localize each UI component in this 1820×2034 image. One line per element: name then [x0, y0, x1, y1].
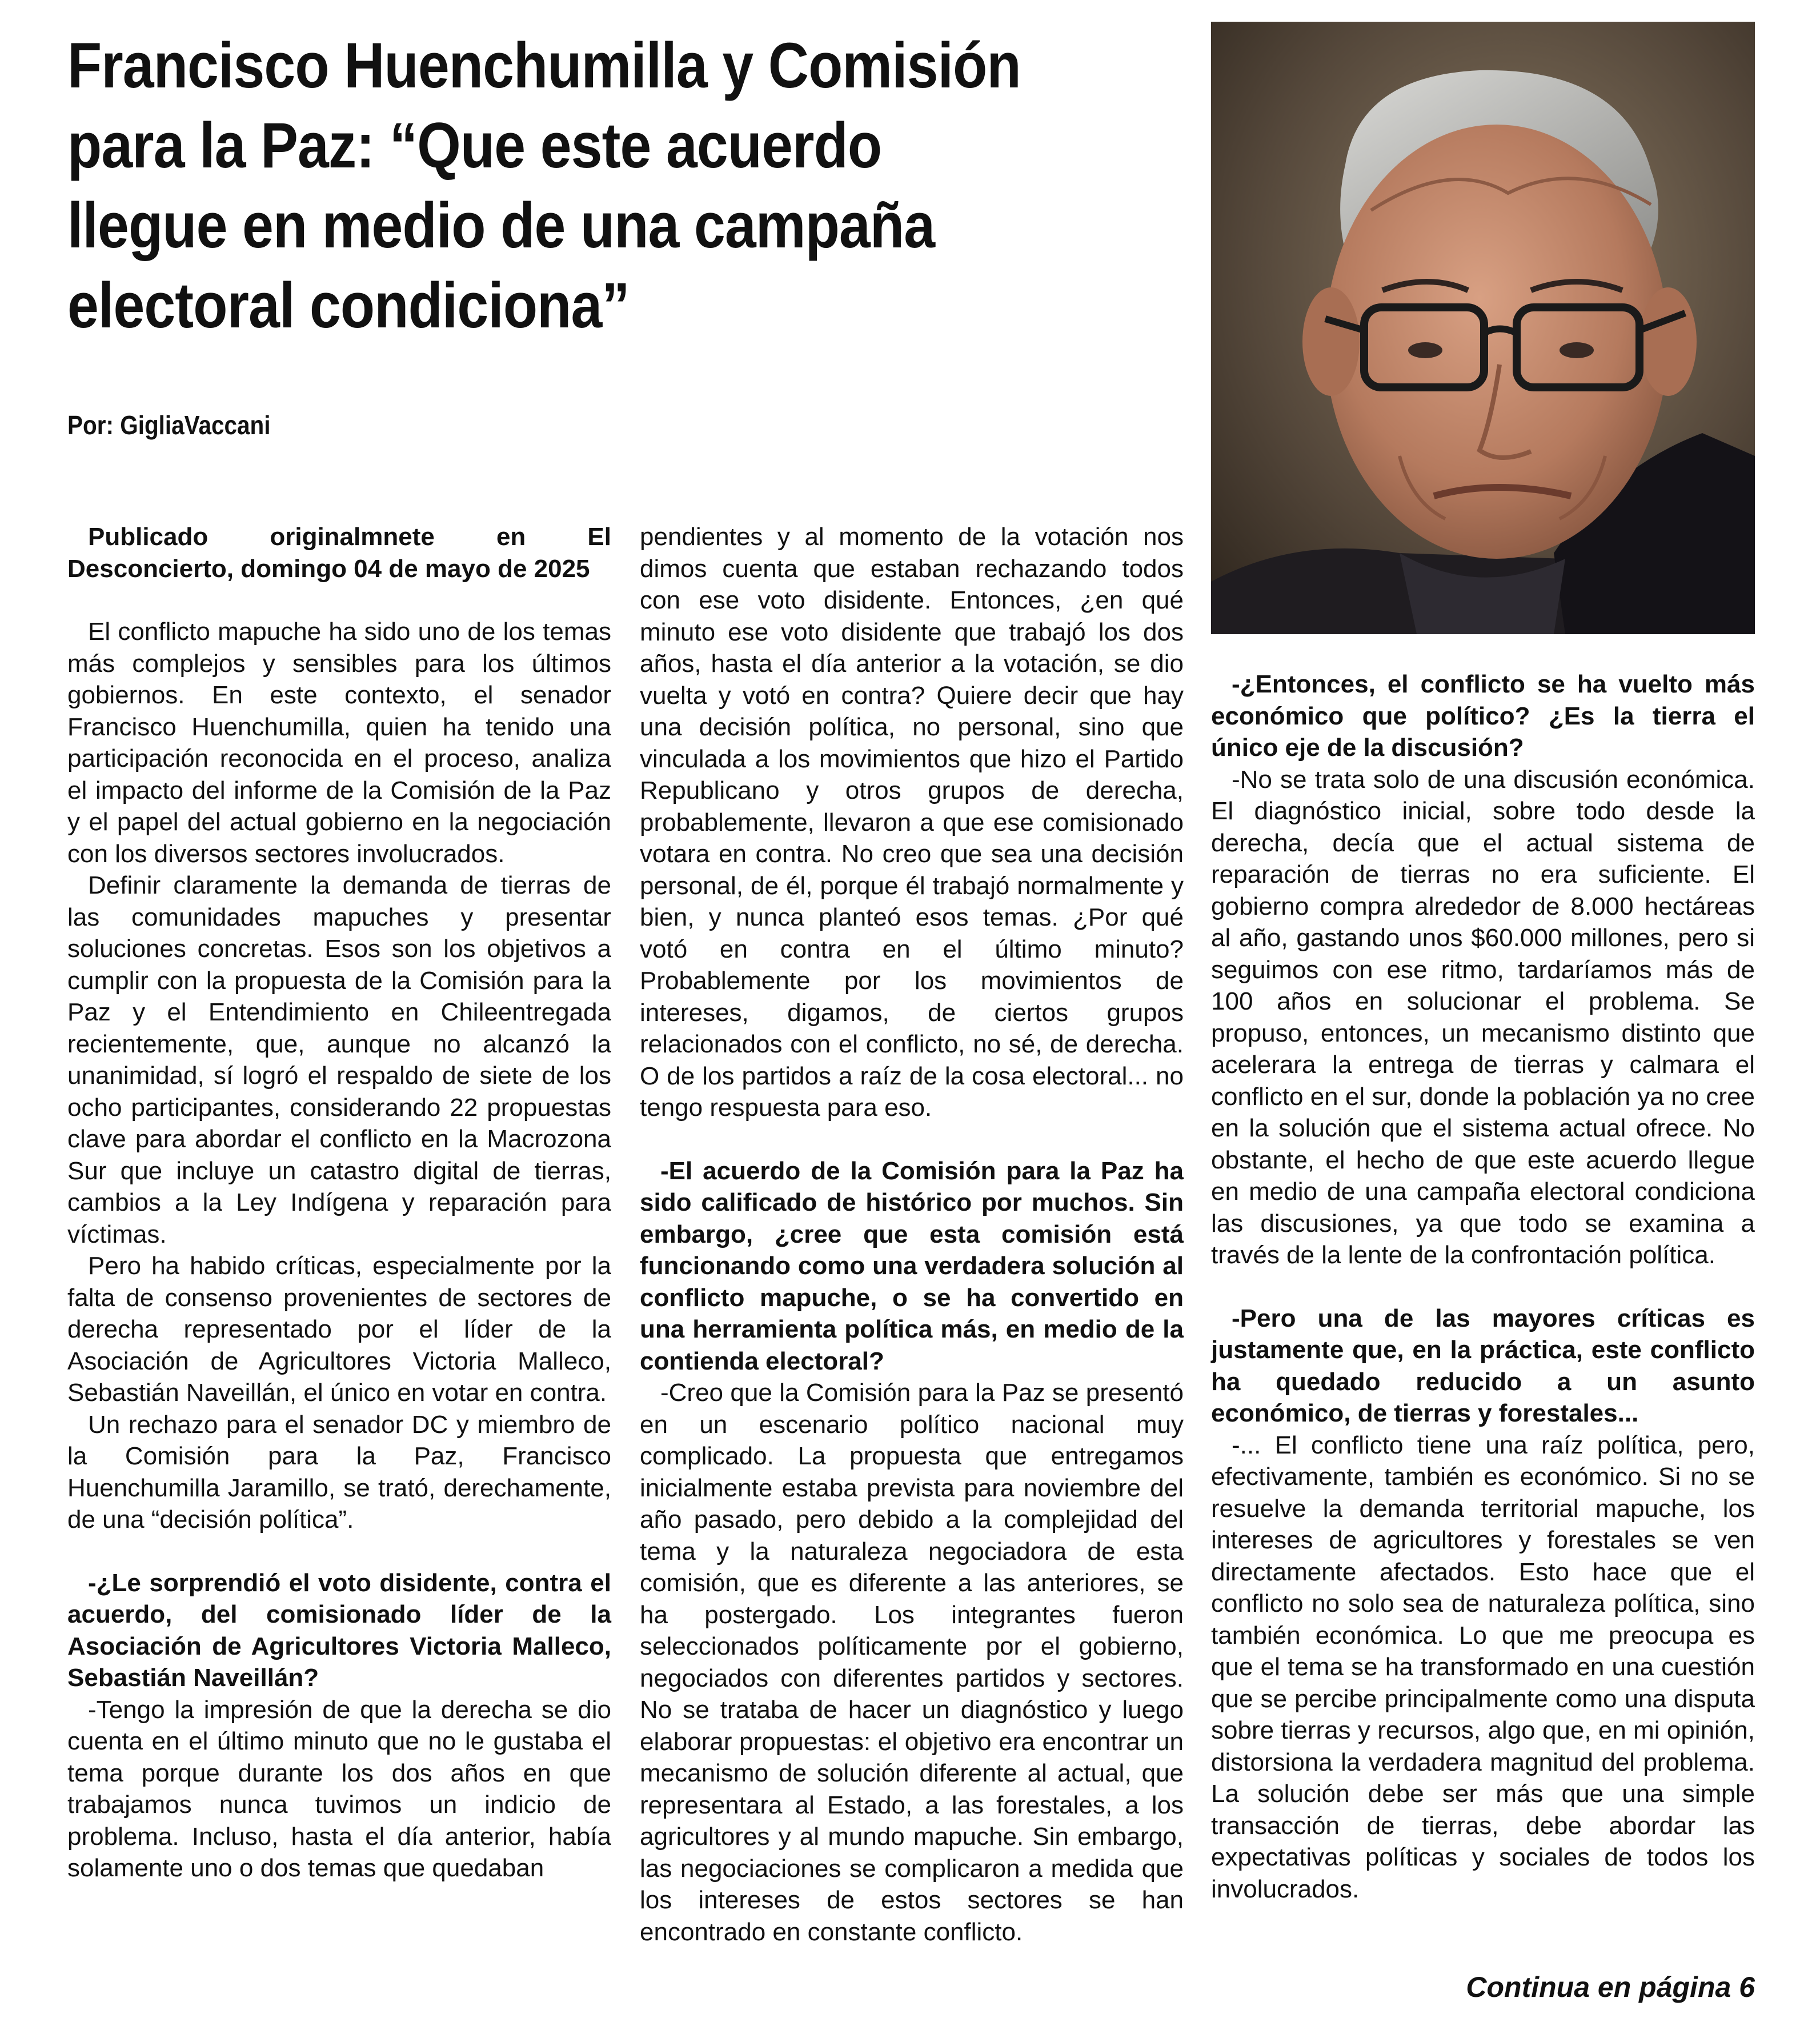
body-paragraph: Pero ha habido críticas, especialmente por la falta de consenso provenientes de sectores de derecha representado por el líder de la Asociación de Agricultores Victoria Malleco, Sebastián Naveillán, el único en votar en contra.: [67, 1252, 611, 1407]
intro-paragraph: El conflicto mapuche ha sido uno de los temas más complejos y sensibles para los últimos gobiernos. En este contexto, el senador Francisco Huenchumilla, quien ha tenido una participación reconocida en el proceso, analiza el impacto del informe de la Comisión de la Paz y el papel del actual gobierno en la negociación con los diversos sectores involucrados.: [67, 618, 611, 868]
portrait-illustration: [1211, 22, 1755, 634]
article-column-3: [1211, 668, 1755, 1905]
continued-on-page-link: Continua en página 6: [1466, 1971, 1755, 2003]
portrait-photo: [1211, 22, 1755, 634]
article-headline: Francisco Huenchumilla y Comisión para la Paz: “Que este acuerdo llegue en medio de una campaña electoral condiciona”: [67, 30, 1021, 341]
interview-answer: -Creo que la Comisión para la Paz se presentó en un escenario político nacional muy complicado. La propuesta que entregamos inicialmente estaba prevista para noviembre del año pasado, pero debido a la complejidad del tema y la naturaleza negociadora de esta comisión, que es diferente a las anteriores, se ha postergado. Los integrantes fueron seleccionados políticamente por el gobierno, negociados con diferentes partidos y sectores. No se trataba de hacer un diagnóstico y luego elaborar propuestas: el objetivo era encontrar un mecanismo de solución diferente al actual, que representara al Estado, a las forestales, a los agricultores y al mundo mapuche. Sin embargo, las negociaciones se complicaron a medida que los intereses de estos sectores se han encontrado en constante conflicto.: [640, 1379, 1184, 1946]
article-column-2: [640, 521, 1184, 1948]
publication-note: Publicado originalmnete en El Desconcierto, domingo 04 de mayo de 2025: [67, 523, 611, 583]
article-column-1: [67, 521, 611, 1884]
body-paragraph: Un rechazo para el senador DC y miembro de la Comisión para la Paz, Francisco Huenchumilla Jaramillo, se trató, derechamente, de una “decisión política”.: [67, 1410, 611, 1533]
interview-answer: -No se trata solo de una discusión económica. El diagnóstico inicial, sobre todo desde la derecha, decía que el actual sistema de reparación de tierras no era suficiente. El gobierno compra alrededor de 8.000 hectáreas al año, gastando unos $60.000 millones, pero si seguimos con ese ritmo, tardaríamos más de 100 años en solucionar el problema. Se propuso, entonces, un mecanismo distinto que acelerara la entrega de tierras y calmara el conflicto en el sur, donde la población ya no cree en la solución que el sistema actual ofrece. No obstante, el hecho de que este acuerdo llegue en medio de una campaña electoral condiciona las discusiones, ya que todo se examina a través de la lente de la confrontación política.: [1211, 765, 1755, 1269]
interview-question: -El acuerdo de la Comisión para la Paz ha sido calificado de histórico por muchos. Sin embargo, ¿cree que esta comisión está funcionando como una verdadera solución al conflicto mapuche, o se ha convertido en una herramienta política más, en medio de la contienda electoral?: [640, 1156, 1184, 1375]
interview-answer: -... El conflicto tiene una raíz política, pero, efectivamente, también es económico. Si no se resuelve la demanda territorial mapuche, los intereses de agricultores y forestales se ven directamente afectados. Esto hace que el conflicto no solo sea de naturaleza política, sino también económica. Lo que me preocupa es que el tema se ha transformado en una cuestión que se percibe principalmente como una disputa sobre tierras y recursos, algo que, en mi opinión, distorsiona la verdadera magnitud del problema. La solución debe ser más que una simple transacción de tierras, debe abordar las expectativas políticas y sociales de todos los involucrados.: [1211, 1431, 1755, 1903]
body-paragraph: Definir claramente la demanda de tierras de las comunidades mapuches y presentar soluciones concretas. Esos son los objetivos a cumplir con la propuesta de la Comisión para la Paz y el Entendimiento en Chileentregada recientemente, que, aunque no alcanzó la unanimidad, sí logró el respaldo de siete de los ocho participantes, considerando 22 propuestas clave para abordar el conflicto en la Macrozona Sur que incluye un catastro digital de tierras, cambios a la Ley Indígena y reparación para víctimas.: [67, 871, 611, 1248]
interview-question: -¿Entonces, el conflicto se ha vuelto más económico que político? ¿Es la tierra el único eje de la discusión?: [1211, 670, 1755, 762]
interview-answer-continued: pendientes y al momento de la votación nos dimos cuenta que estaban rechazando todos con ese voto disidente. Entonces, ¿en qué minuto ese voto disidente que trabajó los dos años, hasta el día anterior a la votación, se dio vuelta y votó en contra? Quiere decir que hay una decisión política, no personal, sino que vinculada a los movimientos que hizo el Partido Republicano y otros grupos de derecha, probablemente, llevaron a que ese comisionado votara en contra. No creo que sea una decisión personal, de él, porque él trabajó normalmente y bien, y nunca planteó esos temas. ¿Por qué votó en contra en el último minuto? Probablemente por los movimientos de intereses, digamos, de ciertos grupos relacionados con el conflicto, no sé, de derecha. O de los partidos a raíz de la cosa electoral... no tengo respuesta para eso.: [640, 523, 1184, 1122]
interview-answer: -Tengo la impresión de que la derecha se dio cuenta en el último minuto que no le gustaba el tema porque durante los dos años en que trabajamos nunca tuvimos un indicio de problema. Incluso, hasta el día anterior, había solamente uno o dos temas que quedaban: [67, 1695, 611, 1882]
byline: Por: GigliaVaccani: [67, 410, 271, 440]
interview-question: -¿Le sorprendió el voto disidente, contra el acuerdo, del comisionado líder de la Asociación de Agricultores Victoria Malleco, Sebastián Naveillán?: [67, 1568, 611, 1692]
interview-question: -Pero una de las mayores críticas es justamente que, en la práctica, este conflicto ha quedado reducido a un asunto económico, de tierras y forestales...: [1211, 1304, 1755, 1427]
